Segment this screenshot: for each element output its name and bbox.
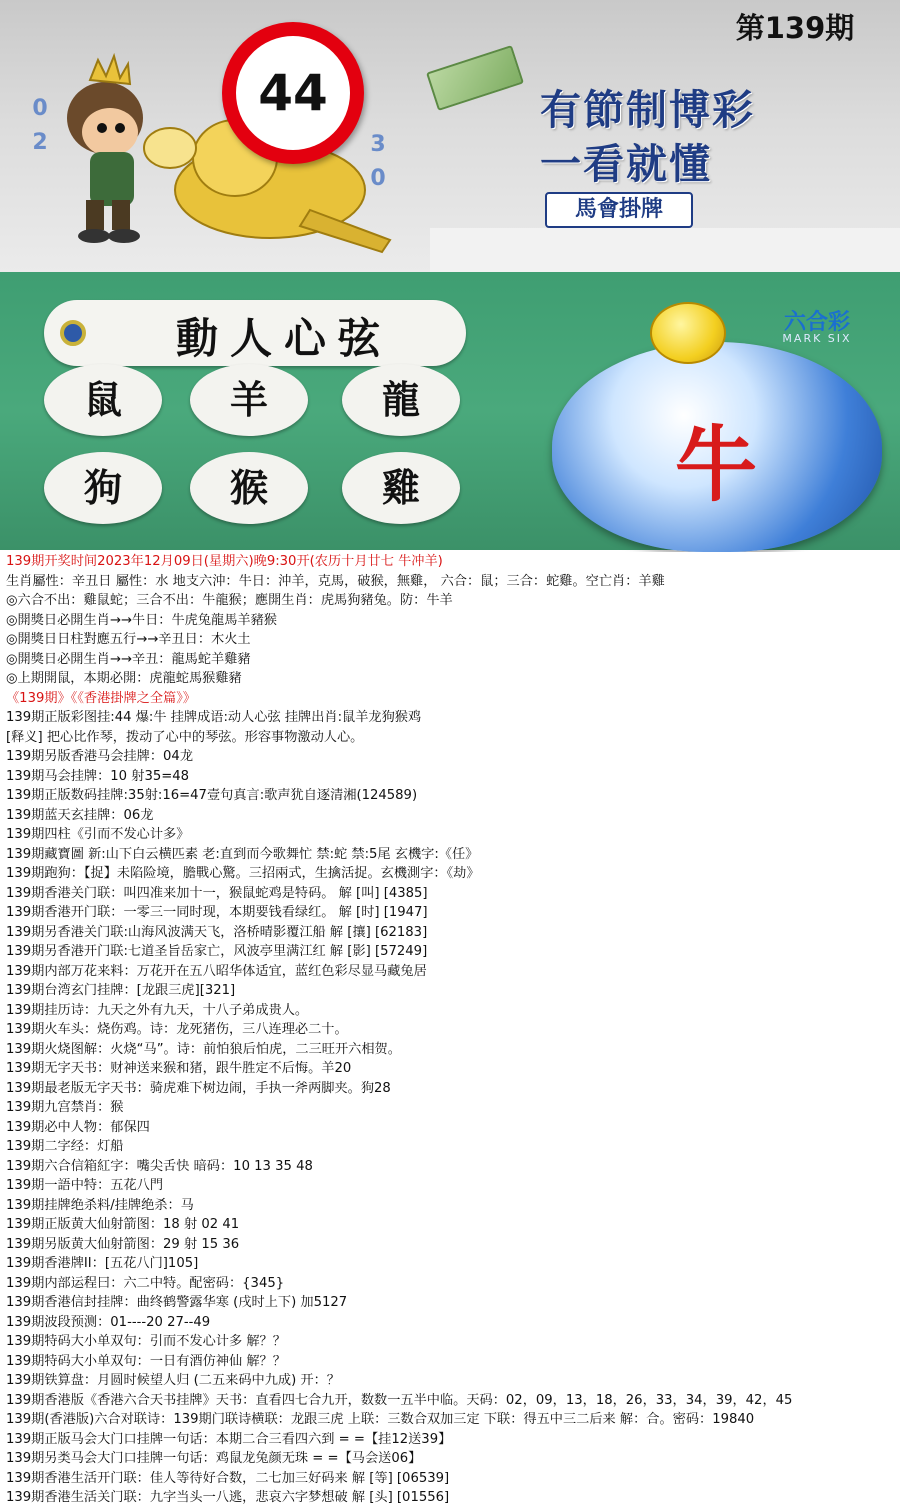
- text-line: 139期必中人物：郁保四: [6, 1119, 150, 1135]
- right-digit: 0: [370, 166, 386, 191]
- left-digits: [28, 92, 52, 160]
- text-line: 139期四柱《引而不发心计多》: [6, 827, 190, 842]
- text-line: 139期台湾玄门挂牌：[龙跟三虎][321]: [6, 983, 236, 998]
- text-line: 139期一語中特：五花八門: [6, 1178, 164, 1193]
- banknote-icon: [426, 45, 524, 111]
- text-line: 139期另版黄大仙射箭图：29 射 15 36: [6, 1236, 240, 1252]
- sign-number: 44: [258, 64, 328, 122]
- zodiac-dragon: 龍: [342, 364, 460, 436]
- zodiac-monkey: 猴: [190, 452, 308, 524]
- zodiac-rat: 鼠: [44, 364, 162, 436]
- text-line: 139期内部运程曰：六二中特。配密码：{345}: [6, 1275, 285, 1291]
- issue-title: 第139期: [735, 11, 855, 45]
- top-banner: [0, 0, 900, 272]
- text-line: ◎開獎日必開生肖→→牛日：牛虎兔龍馬羊豬猴: [6, 612, 277, 628]
- right-digits: [366, 128, 390, 196]
- right-digit: 3: [370, 132, 386, 157]
- text-line: 139期开奖时间2023年12月09日(星期六)晚9:30开(农历十月廿七 牛冲羊): [6, 554, 443, 569]
- text-line: 139期香港生活关门联：九字当头一八逃，悲哀六字梦想破 解 [头] [01556]: [6, 1490, 450, 1505]
- text-line: 139期香港生活开门联：佳人等待好合数，二七加三好码来 解 [等] [06539]: [6, 1470, 450, 1486]
- text-line: 139期另版香港马会挂牌：04龙: [6, 749, 194, 764]
- text-line: 139期跑狗：【捉】未陷险境，膽戰心驚。三招兩式，生擒活捉。玄機測字：《劫》: [6, 866, 480, 881]
- zodiac-goat: 羊: [190, 364, 308, 436]
- left-digit: 2: [32, 130, 48, 155]
- text-line: 139期香港版《香港六合天书挂牌》天书：直看四七合九开，数数一五半中临。天码：02，09，13，18，26，33，34，39，42，45: [6, 1392, 793, 1408]
- text-line: 生肖屬性：辛丑日 屬性：水 地支六沖：牛日：沖羊，克馬，破猴，無雞， 六合：鼠；三合：蛇雞。空亡肖：羊雞: [6, 573, 665, 589]
- ball-zodiac: 牛: [674, 417, 757, 513]
- text-line: 139期挂牌绝杀料/挂牌绝杀：马: [6, 1197, 194, 1213]
- slogan-line2: 一看就懂: [540, 140, 712, 188]
- text-line: [释义] 把心比作琴，拨动了心中的琴弦。形容事物激动人心。: [6, 729, 364, 745]
- text-line: 139期正版数码挂牌:35射:16=47壹句真言:歌声犹自逐清湘(124589): [6, 788, 418, 803]
- text-line: 139期特码大小单双句：一日有酒仿神仙 解？？: [6, 1353, 286, 1369]
- text-line: 139期六合信箱紅字：嘴尖舌快 暗码：10 13 35 48: [6, 1158, 313, 1174]
- text-line: 139期藏寶圖 新:山下白云横匹素 老:直到而今歌舞忙 禁:蛇 禁:5尾 玄機字:《任》: [6, 846, 479, 862]
- mark-six-logo-cn: 六合彩: [783, 310, 850, 335]
- text-line: 139期另类马会大门口挂牌一句话：鸡鼠龙兔颜无珠 = =【马会送06】: [6, 1451, 422, 1466]
- text-line: ◎開獎日日柱對應五行→→辛丑日：木火土: [6, 632, 251, 647]
- number-sign-inner: [236, 36, 350, 150]
- text-line: 139期香港关门联：叫四准来加十一，猴鼠蛇鸡是特码。 解 [叫] [4385]: [6, 885, 428, 901]
- phrase-box: [44, 300, 466, 366]
- slogan-line1: 有節制博彩: [540, 86, 755, 134]
- zodiac-panel: [0, 272, 900, 550]
- text-line: 139期铁算盘：月圆时候望人归 (二五来码中九成) 开：？: [6, 1373, 340, 1388]
- text-line: 139期正版彩图挂:44 爆:牛 挂牌成语:动人心弦 挂牌出肖:鼠羊龙狗猴鸡: [6, 710, 422, 725]
- text-line: 139期香港牌II：[五花八门]105]: [6, 1256, 199, 1271]
- coin-icon: [60, 320, 86, 346]
- left-digit: 0: [32, 96, 48, 121]
- text-line: 139期香港信封挂牌：曲终鹤警露华寒 (戌时上下) 加5127: [6, 1295, 348, 1310]
- text-line: 139期最老版无字天书：骑虎难下树边闹，手执一斧两脚夹。狗28: [6, 1080, 391, 1096]
- text-line: 139期挂历诗：九天之外有九天，十八子弟成贵人。: [6, 1002, 309, 1018]
- text-line: 《139期》《《香港掛牌之全篇》》: [6, 690, 196, 706]
- text-line: 139期九宫禁肖：猴: [6, 1100, 124, 1115]
- text-line: 139期火车头：烧伤鸡。诗：龙死猪伤，三八连理必二十。: [6, 1022, 348, 1037]
- text-line: 139期内部万花来料：万花开在五八昭华体适宜，蓝红色彩尽显马藏兔居: [6, 963, 427, 979]
- text-line: 139期无字天书：财神送来猴和猪，跟牛胜定不后悔。羊20: [6, 1061, 352, 1076]
- text-line: 139期正版黄大仙射箭图：18 射 02 41: [6, 1217, 240, 1232]
- zodiac-dog: 狗: [44, 452, 162, 524]
- text-line: 139期香港开门联：一零三一同时现，本期要钱看绿红。 解 [时] [1947]: [6, 905, 428, 920]
- number-sign: [222, 22, 364, 164]
- text-line: ◎六合不出：雞鼠蛇；三合不出：牛龍猴；應開生肖：虎馬狗豬兔。防：牛羊: [6, 593, 453, 608]
- text-line: 139期正版马会大门口挂牌一句话：本期二合三看四六到 = =【挂12送39】: [6, 1431, 452, 1447]
- text-line: 139期另香港关门联:山海风波满天飞，洛桥晴影覆江船 解 [攘] [62183]: [6, 924, 428, 940]
- banner-blank-corner: [430, 228, 900, 272]
- text-line: ◎開獎日必開生肖→→辛丑：龍馬蛇羊雞豬: [6, 651, 251, 667]
- zodiac-rooster: 雞: [342, 452, 460, 524]
- text-line: 139期另香港开门联:七道圣旨岳家亡，风波亭里满江红 解 [影] [57249]: [6, 944, 428, 959]
- text-line: 139期火烧图解：火烧“马”。诗：前怕狼后怕虎，二三旺开六相贺。: [6, 1041, 401, 1057]
- text-line: 139期(香港版)六合对联诗：139期门联诗横联：龙跟三虎 上联：三数合双加三定 下联：得五中三二后来 解：合。密码：19840: [6, 1412, 755, 1427]
- text-line: 139期蓝天玄挂牌：06龙: [6, 807, 154, 823]
- info-text-section: [0, 552, 900, 1510]
- text-line: 139期波段预测：01----20 27--49: [6, 1314, 211, 1330]
- text-line: 139期特码大小单双句：引而不发心计多 解？？: [6, 1334, 286, 1349]
- text-line: 139期马会挂牌：10 射35=48: [6, 768, 190, 784]
- phrase-text: 動人心弦: [175, 314, 392, 363]
- text-line: ◎上期開鼠，本期必開：虎龍蛇馬猴雞豬: [6, 671, 242, 686]
- text-line: 139期二字经：灯船: [6, 1139, 124, 1154]
- jockey-club-badge: 馬會掛牌: [545, 192, 693, 228]
- mascot-ball-icon: [650, 302, 726, 364]
- lottery-ball: [552, 342, 882, 552]
- mark-six-logo-en: MARK SIX: [782, 332, 852, 345]
